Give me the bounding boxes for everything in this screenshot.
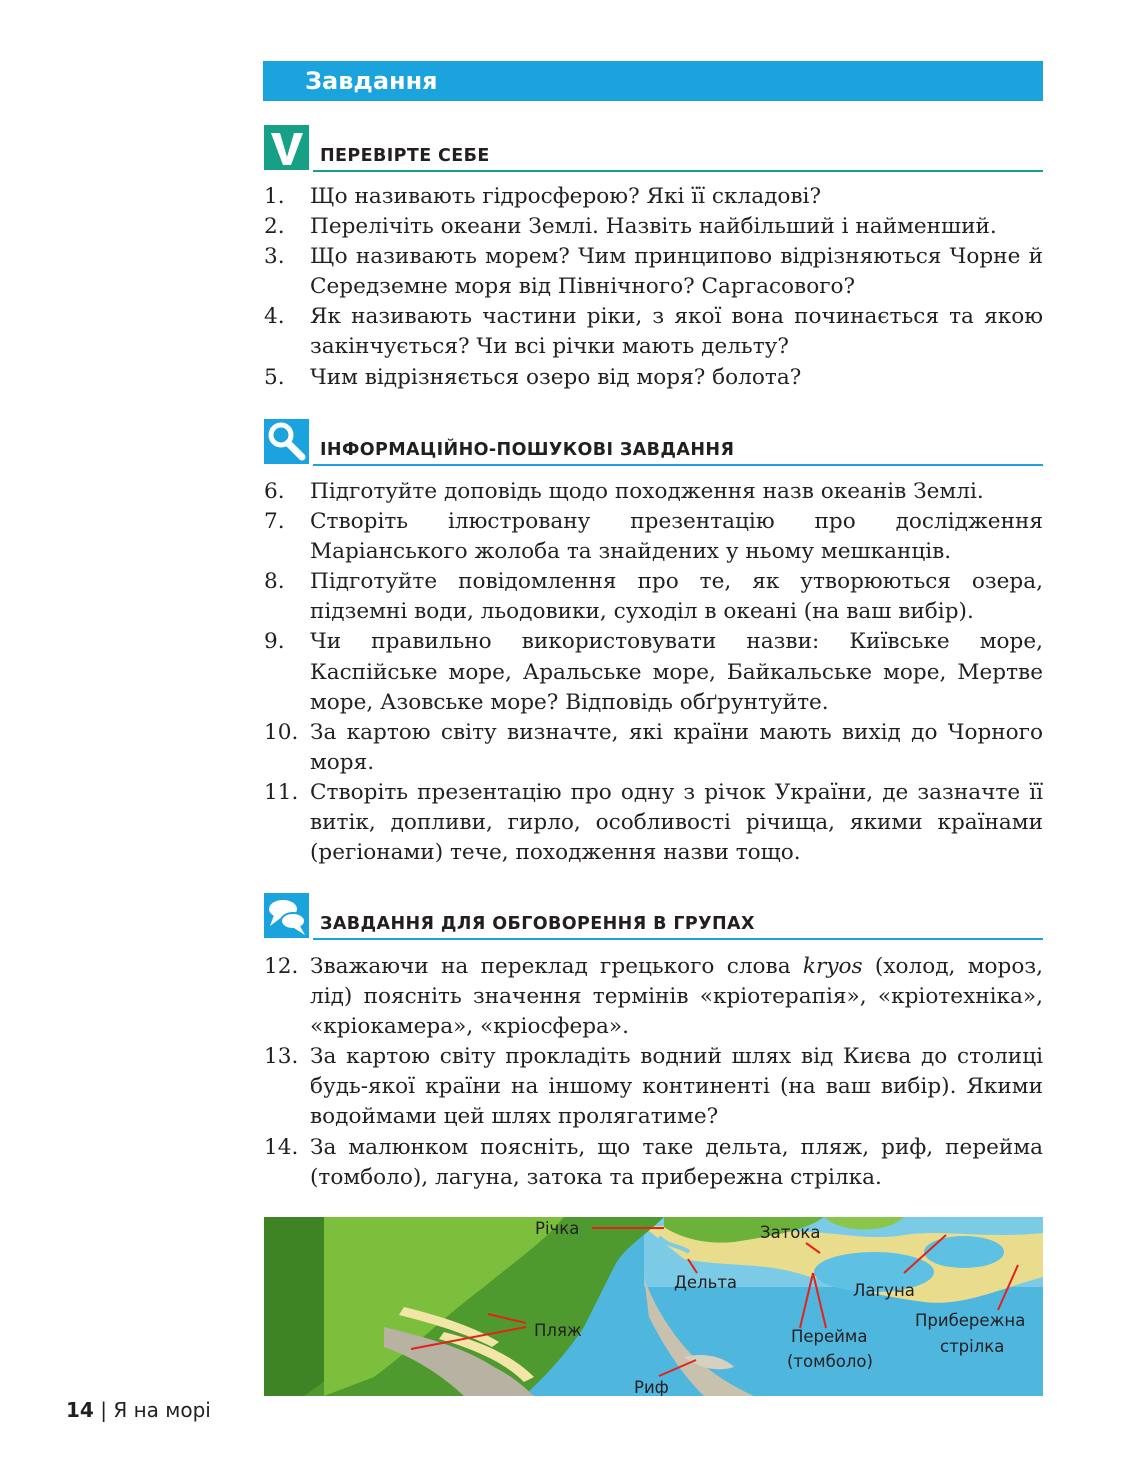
list-item: 7. Створіть ілюстровану презентацію про дослідження Маріанського жолоба та знайдених у ньому мешканців. — [264, 509, 1043, 565]
list-item: 8. Підготуйте повідомлення про те, як утворюються озера, підземні води, льодовики, суходіл в океані (на ваш вибір). — [264, 569, 1043, 625]
label-delta: Дельта — [674, 1273, 738, 1292]
list-item: 3. Що називають морем? Чим принципово відрізняються Чорне й Середземне моря від Північного? Саргасового? — [264, 244, 1043, 300]
list-item: 10. За картою світу визначте, які країни мають вихід до Чорного моря. — [264, 719, 1043, 775]
footer-section-title: Я на морі — [113, 1398, 211, 1422]
list-item: 13. За картою світу прокладіть водний шлях від Києва до столиці будь-якої країни на іншому континенті (на ваш вибір). Якими водоймами цей шлях пролягатиме? — [264, 1044, 1043, 1130]
speech-bubbles-icon — [264, 893, 309, 938]
section-title-research-tasks: ІНФОРМАЦІЙНО-ПОШУКОВІ ЗАВДАННЯ — [320, 440, 735, 460]
page-footer — [66, 1398, 211, 1428]
list-item: 2. Перелічіть океани Землі. Назвіть найбільший і найменший. — [264, 214, 997, 240]
label-reef: Риф — [634, 1378, 669, 1396]
section-divider — [313, 938, 1043, 940]
label-beach: Пляж — [534, 1321, 582, 1340]
task-list-research — [264, 477, 1043, 868]
section-title-group-discussion: ЗАВДАННЯ ДЛЯ ОБГОВОРЕННЯ В ГРУПАХ — [320, 914, 755, 934]
label-isthmus-line2: (томболо) — [787, 1352, 873, 1371]
list-item: 14. За малюнком поясніть, що таке дельта, пляж, риф, перейма (томболо), лагуна, затока та прибережна стрілка. — [264, 1134, 1043, 1190]
page-number: 14 — [66, 1398, 94, 1422]
list-item: 6. Підготуйте доповідь щодо походження назв океанів Землі. — [264, 479, 984, 504]
label-isthmus-line1: Перейма — [791, 1327, 868, 1346]
section-divider — [313, 170, 1043, 172]
task-list-check-yourself — [264, 182, 1043, 393]
banner-title: Завдання — [305, 67, 438, 95]
section-divider — [313, 464, 1043, 466]
coastal-landforms-illustration — [264, 1217, 1043, 1396]
list-item: 9. Чи правильно використовувати назви: Київське море, Каспійське море, Аральське море, Байкальське море, Мертве море, Азовське море? Відповідь обґрунтуйте. — [264, 629, 1043, 715]
list-item: 12. Зважаючи на переклад грецького слова kryos (холод, мороз, лід) поясніть значення термінів «кріотерапія», «кріотехніка», «кріокамера», «кріосфера». — [264, 954, 1043, 1040]
label-spit-line2: стрілка — [940, 1337, 1005, 1356]
magnifier-icon — [264, 419, 309, 464]
section-title-check-yourself: ПЕРЕВІРТЕ СЕБЕ — [320, 146, 490, 166]
label-lagoon: Лагуна — [853, 1281, 915, 1300]
list-item: 1. Що називають гідросферою? Які її складові? — [264, 184, 822, 209]
task-list-discussion — [264, 952, 1043, 1193]
label-bay: Затока — [760, 1223, 821, 1242]
list-item: 5. Чим відрізняється озеро від моря? болота? — [264, 364, 802, 390]
list-item: 11. Створіть презентацію про одну з річок України, де зазначте її витік, допливи, гирло, особливості річища, якими країнами (регіонами) тече, походження назви тощо. — [264, 779, 1043, 866]
check-icon — [264, 125, 309, 170]
label-river: Річка — [535, 1219, 580, 1238]
page-banner — [263, 61, 1043, 101]
footer-separator: | — [100, 1398, 107, 1422]
label-spit-line1: Прибережна — [915, 1311, 1026, 1330]
list-item: 4. Як називають частини ріки, з якої вона починається та якою закінчується? Чи всі річки мають дельту? — [264, 304, 1043, 360]
